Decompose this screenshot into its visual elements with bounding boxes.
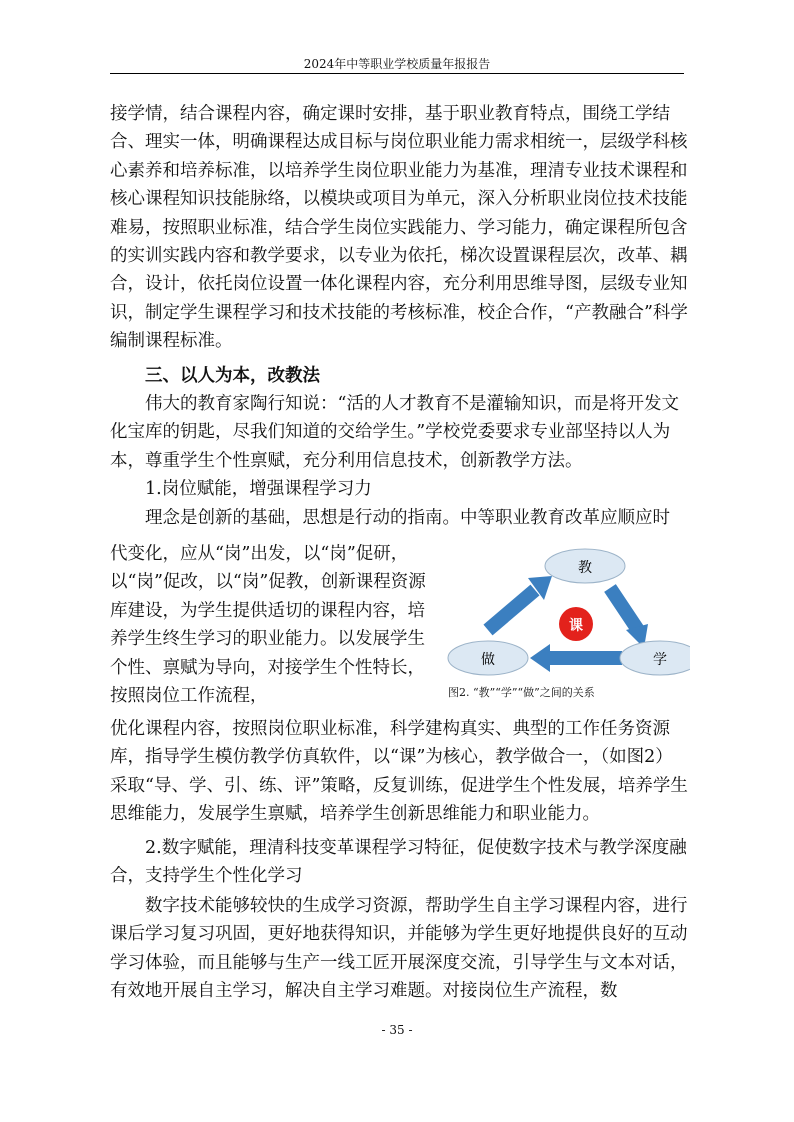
running-header: 2024年中等职业学校质量年报报告 bbox=[303, 57, 491, 71]
subheading-1: 1.岗位赋能，增强课程学习力 bbox=[145, 479, 372, 499]
page-number: - 35 - bbox=[381, 1023, 413, 1037]
paragraph-3c: 优化课程内容，按照岗位职业标准，科学建构真实、典型的工作任务资源库，指导学生模仿教学仿真软件，以“课”为核心，教学做合一，（如图2）采取“导、学、引、练、评”策略，反复训练，促进学生个性发展，培养学生思维能力，发展学生禀赋，培养学生创新思维能力和职业能力。 bbox=[110, 719, 688, 825]
paragraph-3a: 理念是创新的基础，思想是行动的指南。中等职业教育改革应顺应时 bbox=[145, 508, 670, 528]
arrow-do-to-teach bbox=[488, 590, 535, 630]
node-course-label: 课 bbox=[569, 618, 583, 634]
paragraph-1: 接学情，结合课程内容，确定课时安排，基于职业教育特点，围绕工学结合、理实一体，明确课程达成目标与岗位职业能力需求相统一，层级学科核心素养和培养标准，以培养学生岗位职业能力为基准，理清专业技术课程和核心课程知识技能脉络，以模块或项目为单元，深入分析职业岗位技术技能难易，按照职业标准，结合学生岗位实践能力、学习能力，确定课程所包含的实训实践内容和教学要求，以专业为依托，梯次设置课程层次，改革、耦合，设计，依托岗位设置一体化课程内容，充分利用思维导图，层级专业知识，制定学生课程学习和技术技能的考核标准，校企合作，“产教融合”科学编制课程标准。 bbox=[110, 104, 688, 352]
arrowhead-learn-to-do bbox=[530, 644, 550, 672]
arrow-teach-to-learn bbox=[610, 588, 638, 630]
node-teach-label: 教 bbox=[578, 560, 592, 576]
section-heading-3: 三、以人为本，改教法 bbox=[145, 366, 320, 386]
figure-caption: 图2. “教”“学”“做”之间的关系 bbox=[448, 686, 595, 699]
paragraph-3b: 代变化，应从“岗”出发，以“岗”促研，以“岗”促改，以“岗”促教，创新课程资源库建设，为学生提供适切的课程内容，培养学生终生学习的职业能力。以发展学生个性、禀赋为导向，对接学生个性特长，按照岗位工作流程， bbox=[110, 544, 426, 707]
node-do-label: 做 bbox=[481, 652, 495, 668]
paragraph-2: 伟大的教育家陶行知说：“活的人才教育不是灌输知识，而是将开发文化宝库的钥匙，尽我们知道的交给学生。”学校党委要求专业部坚持以人为本，尊重学生个性禀赋，充分利用信息技术，创新教学方法。 bbox=[110, 394, 679, 471]
header-rule bbox=[110, 73, 684, 74]
node-learn-label: 学 bbox=[653, 652, 667, 668]
subheading-2: 2.数字赋能，理清科技变革课程学习特征，促使数字技术与教学深度融合，支持学生个性化学习 bbox=[110, 838, 687, 887]
paragraph-4: 数字技术能够较快的生成学习资源，帮助学生自主学习课程内容，进行课后学习复习巩固，更好地获得知识，并能够为学生更好地提供良好的互动学习体验，而且能够与生产一线工匠开展深度交流，引导学生与文本对话，有效地开展自主学习，解决自主学习难题。对接岗位生产流程，数 bbox=[110, 896, 688, 1002]
